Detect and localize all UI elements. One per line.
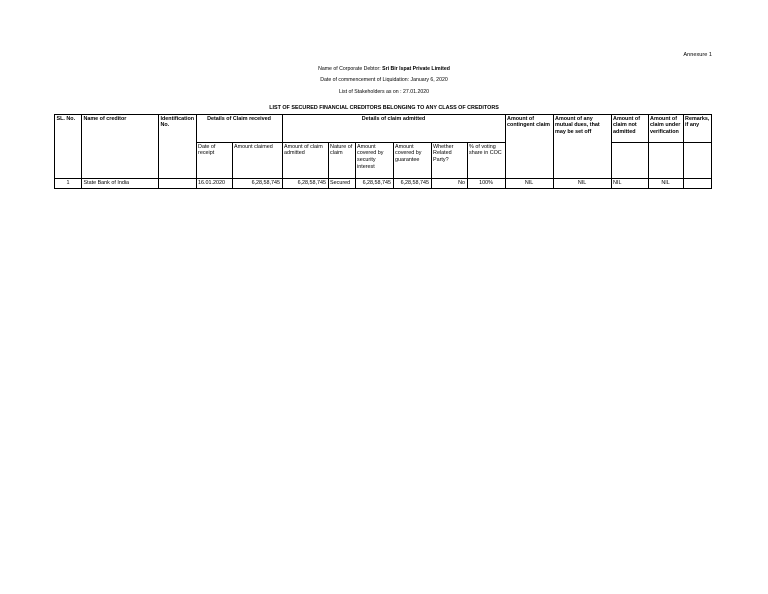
debtor-name: Sri Bir Ispat Private Limited — [382, 66, 450, 72]
commencement-line: Date of commencement of Liquidation: January 6, 2020 — [320, 77, 448, 83]
col-name: Name of creditor — [82, 115, 159, 143]
col-identification: Identification No. — [159, 115, 197, 143]
corporate-debtor-line — [0, 66, 768, 72]
cell-name: State Bank of India — [82, 179, 159, 189]
col-under-verification: Amount of claim under verification — [648, 115, 683, 143]
annexure-label: Annexure 1 — [683, 52, 712, 58]
debtor-prefix: Name of Corporate Debtor: — [318, 66, 383, 72]
cell-amount-security: 6,28,58,745 — [355, 179, 393, 189]
cell-date-of-receipt: 16.01.2020 — [196, 179, 232, 189]
header-row-1 — [55, 115, 712, 143]
col-remarks: Remarks, if any — [683, 115, 711, 143]
cell-voting-share: 100% — [467, 179, 505, 189]
list-title: LIST OF SECURED FINANCIAL CREDITORS BELONGING TO ANY CLASS OF CREDITORS — [269, 105, 499, 111]
cell-amount-claimed: 6,28,58,745 — [232, 179, 282, 189]
col-voting-share: % of voting share in COC — [467, 143, 505, 179]
cell-amount-guarantee: 6,28,58,745 — [393, 179, 431, 189]
col-contingent: Amount of contingent claim — [505, 115, 553, 143]
cell-sl-no: 1 — [55, 179, 82, 189]
cell-amount-admitted: 6,28,58,745 — [282, 179, 328, 189]
col-mutual-dues: Amount of any mutual dues, that may be set off — [553, 115, 611, 143]
table-row — [55, 179, 712, 189]
col-date-of-receipt: Date of receipt — [196, 143, 232, 179]
col-not-admitted: Amount of claim not admitted — [611, 115, 648, 143]
col-amount-claimed: Amount claimed — [232, 143, 282, 179]
col-amount-security: Amount covered by security interest — [355, 143, 393, 179]
col-amount-admitted: Amount of claim admitted — [282, 143, 328, 179]
col-related-party: Whether Related Party? — [431, 143, 467, 179]
col-nature-of-claim: Nature of claim — [328, 143, 355, 179]
header-row-2 — [55, 143, 712, 179]
stakeholders-date-line: List of Stakeholders as on : 27.01.2020 — [339, 89, 429, 95]
cell-remarks — [683, 179, 711, 189]
col-amount-guarantee: Amount covered by guarantee — [393, 143, 431, 179]
cell-not-admitted: NIL — [611, 179, 648, 189]
cell-under-verification: NIL — [648, 179, 683, 189]
col-claim-received: Details of Claim received — [196, 115, 282, 143]
creditors-table — [54, 114, 712, 189]
cell-related-party: No — [431, 179, 467, 189]
col-claim-admitted: Details of claim admitted — [282, 115, 505, 143]
cell-nature-of-claim: Secured — [328, 179, 355, 189]
cell-mutual-dues: NIL — [553, 179, 611, 189]
col-sl-no: SL. No. — [55, 115, 82, 143]
cell-identification — [159, 179, 197, 189]
cell-contingent: NIL — [505, 179, 553, 189]
